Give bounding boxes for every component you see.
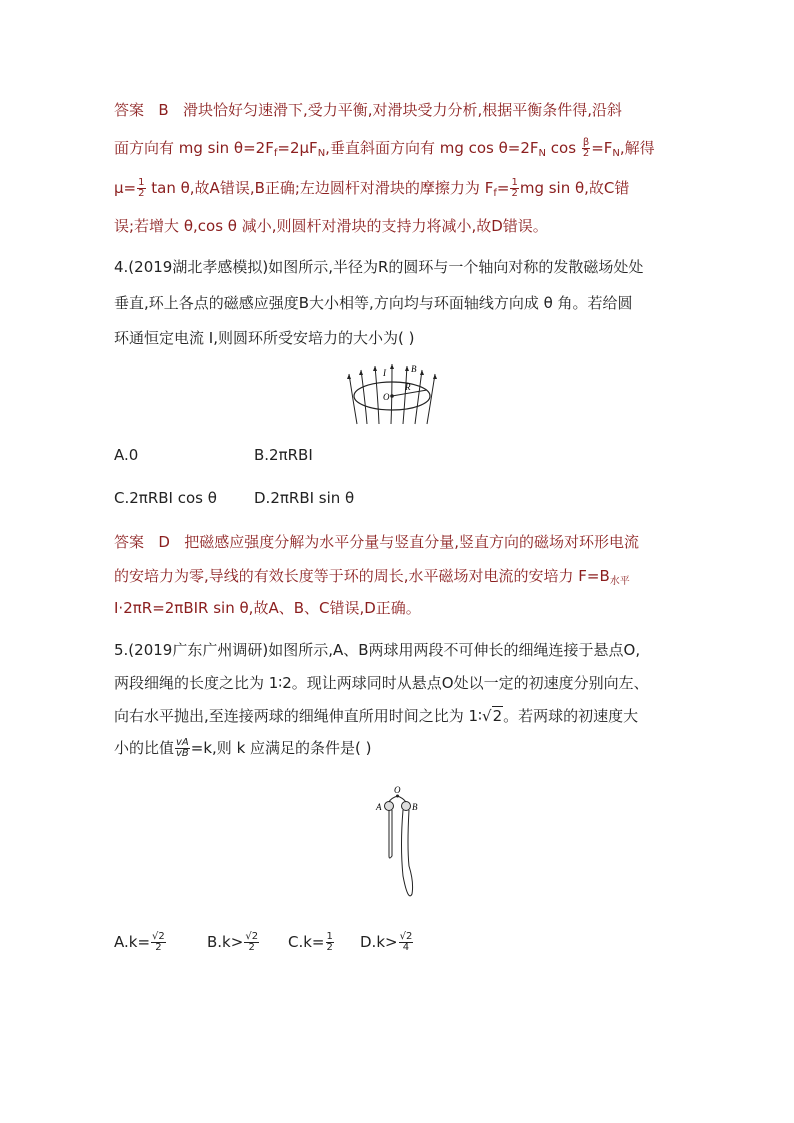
q3-answer-text-1: 滑块恰好匀速滑下,受力平衡,对滑块受力分析,根据平衡条件得,沿斜 — [182, 101, 623, 119]
q3-text: mg sin θ,故C错 — [519, 179, 630, 197]
frac-num: vA — [176, 737, 189, 748]
q4-option-a[interactable]: A.0 — [114, 446, 139, 464]
q5-text: 。若两球的初速度大 — [503, 707, 639, 725]
frac-den: 2 — [155, 942, 162, 953]
ball-a — [385, 802, 394, 811]
q3-answer-line-4: 误;若增大 θ,cos θ 减小,则圆杆对滑块的支持力将减小,故D错误。 — [114, 217, 548, 235]
label-R: R — [405, 382, 411, 392]
q4-answer-label: 答案 — [114, 533, 145, 551]
q3-fraction — [137, 178, 145, 199]
q4-option-b[interactable]: B.2πRBI — [254, 446, 313, 464]
ball-b — [402, 802, 411, 811]
option-text: D.k> — [360, 933, 398, 951]
option-frac — [151, 932, 166, 953]
frac-den: 2 — [582, 148, 590, 159]
q4-sub: 水平 — [609, 576, 630, 587]
q3-answer-label: 答案 — [114, 101, 145, 119]
label-O: O — [394, 786, 401, 795]
q5-fraction — [175, 738, 190, 759]
q3-sub: N — [317, 148, 326, 159]
frac-den: 2 — [326, 942, 333, 953]
frac-den: 4 — [402, 942, 410, 953]
frac-num: √2 — [245, 931, 259, 942]
q4-stem-line-1: 4.(2019湖北孝感模拟)如图所示,半径为R的圆环与一个轴向对称的发散磁场处处 — [114, 258, 644, 276]
frac-den: 2 — [511, 188, 518, 199]
q3-text: 面方向有 mg sin θ=2F — [114, 139, 274, 157]
q4-option-c[interactable]: C.2πRBI cos θ — [114, 489, 217, 507]
q5-option-c[interactable] — [288, 932, 335, 953]
q4-answer-line-3: I·2πR=2πBIR sin θ,故A、B、C错误,D正确。 — [114, 599, 421, 617]
q3-fraction — [582, 138, 590, 159]
frac-den: vB — [176, 748, 189, 759]
option-frac — [326, 932, 334, 953]
option-frac — [244, 932, 259, 953]
frac-num: β — [582, 137, 590, 148]
center-dot — [390, 394, 394, 398]
frac-num: √2 — [399, 931, 413, 942]
q3-text: cos — [546, 139, 581, 157]
q5-stem-line-3 — [114, 706, 638, 726]
string-short — [389, 796, 398, 802]
sqrt: √2 — [482, 707, 503, 725]
label-B: B — [411, 364, 417, 374]
q3-text: μ= — [114, 179, 137, 197]
label-I: I — [383, 368, 386, 378]
frac-num: 1 — [511, 177, 518, 188]
q5-text: 向右水平抛出,至连接两球的细绳伸直所用时间之比为 1∶ — [114, 707, 482, 725]
label-B: B — [412, 802, 418, 812]
q4-option-d[interactable]: D.2πRBI sin θ — [254, 489, 355, 507]
q3-answer-line-2 — [114, 138, 655, 164]
option-text: A.k= — [114, 933, 151, 951]
q3-answer-line-3 — [114, 178, 629, 204]
q3-text: ,解得 — [619, 139, 655, 157]
q3-sub: N — [612, 148, 620, 159]
string-b-hanging — [402, 810, 413, 896]
q3-text: =F — [591, 139, 613, 157]
sqrt-radicand: 2 — [492, 707, 503, 725]
q3-fraction — [510, 178, 518, 199]
q5-option-b[interactable] — [207, 932, 260, 953]
q3-text: ,垂直斜面方向有 mg cos θ=2F — [325, 139, 539, 157]
q3-text: tan θ,故A错误,B正确;左边圆杆对滑块的摩擦力为 F — [146, 179, 494, 197]
q5-stem-line-1: 5.(2019广东广州调研)如图所示,A、B两球用两段不可伸长的细绳连接于悬点O, — [114, 641, 641, 659]
q4-ring-figure — [345, 360, 440, 430]
q5-stem-line-2: 两段细绳的长度之比为 1∶2。现让两球同时从悬点O处以一定的初速度分别向左、 — [114, 674, 649, 692]
q4-answer-line-2 — [114, 566, 630, 592]
q4-answer-letter: D — [158, 533, 170, 551]
frac-num: √2 — [152, 931, 165, 942]
q4-text: 的安培力为零,导线的有效长度等于环的周长,水平磁场对电流的安培力 F=B — [114, 567, 610, 585]
q3-sub: f — [493, 188, 497, 199]
frac-num: 1 — [138, 177, 145, 188]
string-a-hanging — [389, 810, 392, 858]
frac-den: 2 — [138, 188, 145, 199]
q5-text: 小的比值 — [114, 739, 175, 757]
q4-stem-line-3: 环通恒定电流 I,则圆环所受安培力的大小为( ) — [114, 329, 415, 347]
label-O: O — [383, 392, 390, 402]
option-text: C.k= — [288, 933, 325, 951]
option-frac — [399, 932, 414, 953]
q5-pendulum-figure — [370, 786, 425, 906]
frac-num: 1 — [326, 931, 333, 942]
q3-sub: f — [273, 148, 278, 159]
q4-answer-line-1 — [114, 532, 639, 552]
q3-answer-letter: B — [158, 101, 169, 119]
frac-den: 2 — [248, 942, 255, 953]
q3-text: =2μF — [277, 139, 318, 157]
q4-answer-text-1: 把磁感应强度分解为水平分量与竖直分量,竖直方向的磁场对环形电流 — [184, 533, 639, 551]
label-A: A — [376, 802, 382, 812]
q4-stem-line-2: 垂直,环上各点的磁感应强度B大小相等,方向均与环面轴线方向成 θ 角。若给圆 — [114, 294, 633, 312]
q3-answer-line-1 — [114, 100, 622, 120]
q5-option-a[interactable] — [114, 932, 167, 953]
string-long — [398, 796, 407, 802]
q3-sub: N — [538, 148, 547, 159]
q3-text: = — [496, 179, 510, 197]
q5-stem-line-4 — [114, 738, 372, 759]
q5-text: =k,则 k 应满足的条件是( ) — [190, 739, 372, 757]
q5-option-d[interactable] — [360, 932, 414, 953]
option-text: B.k> — [207, 933, 244, 951]
